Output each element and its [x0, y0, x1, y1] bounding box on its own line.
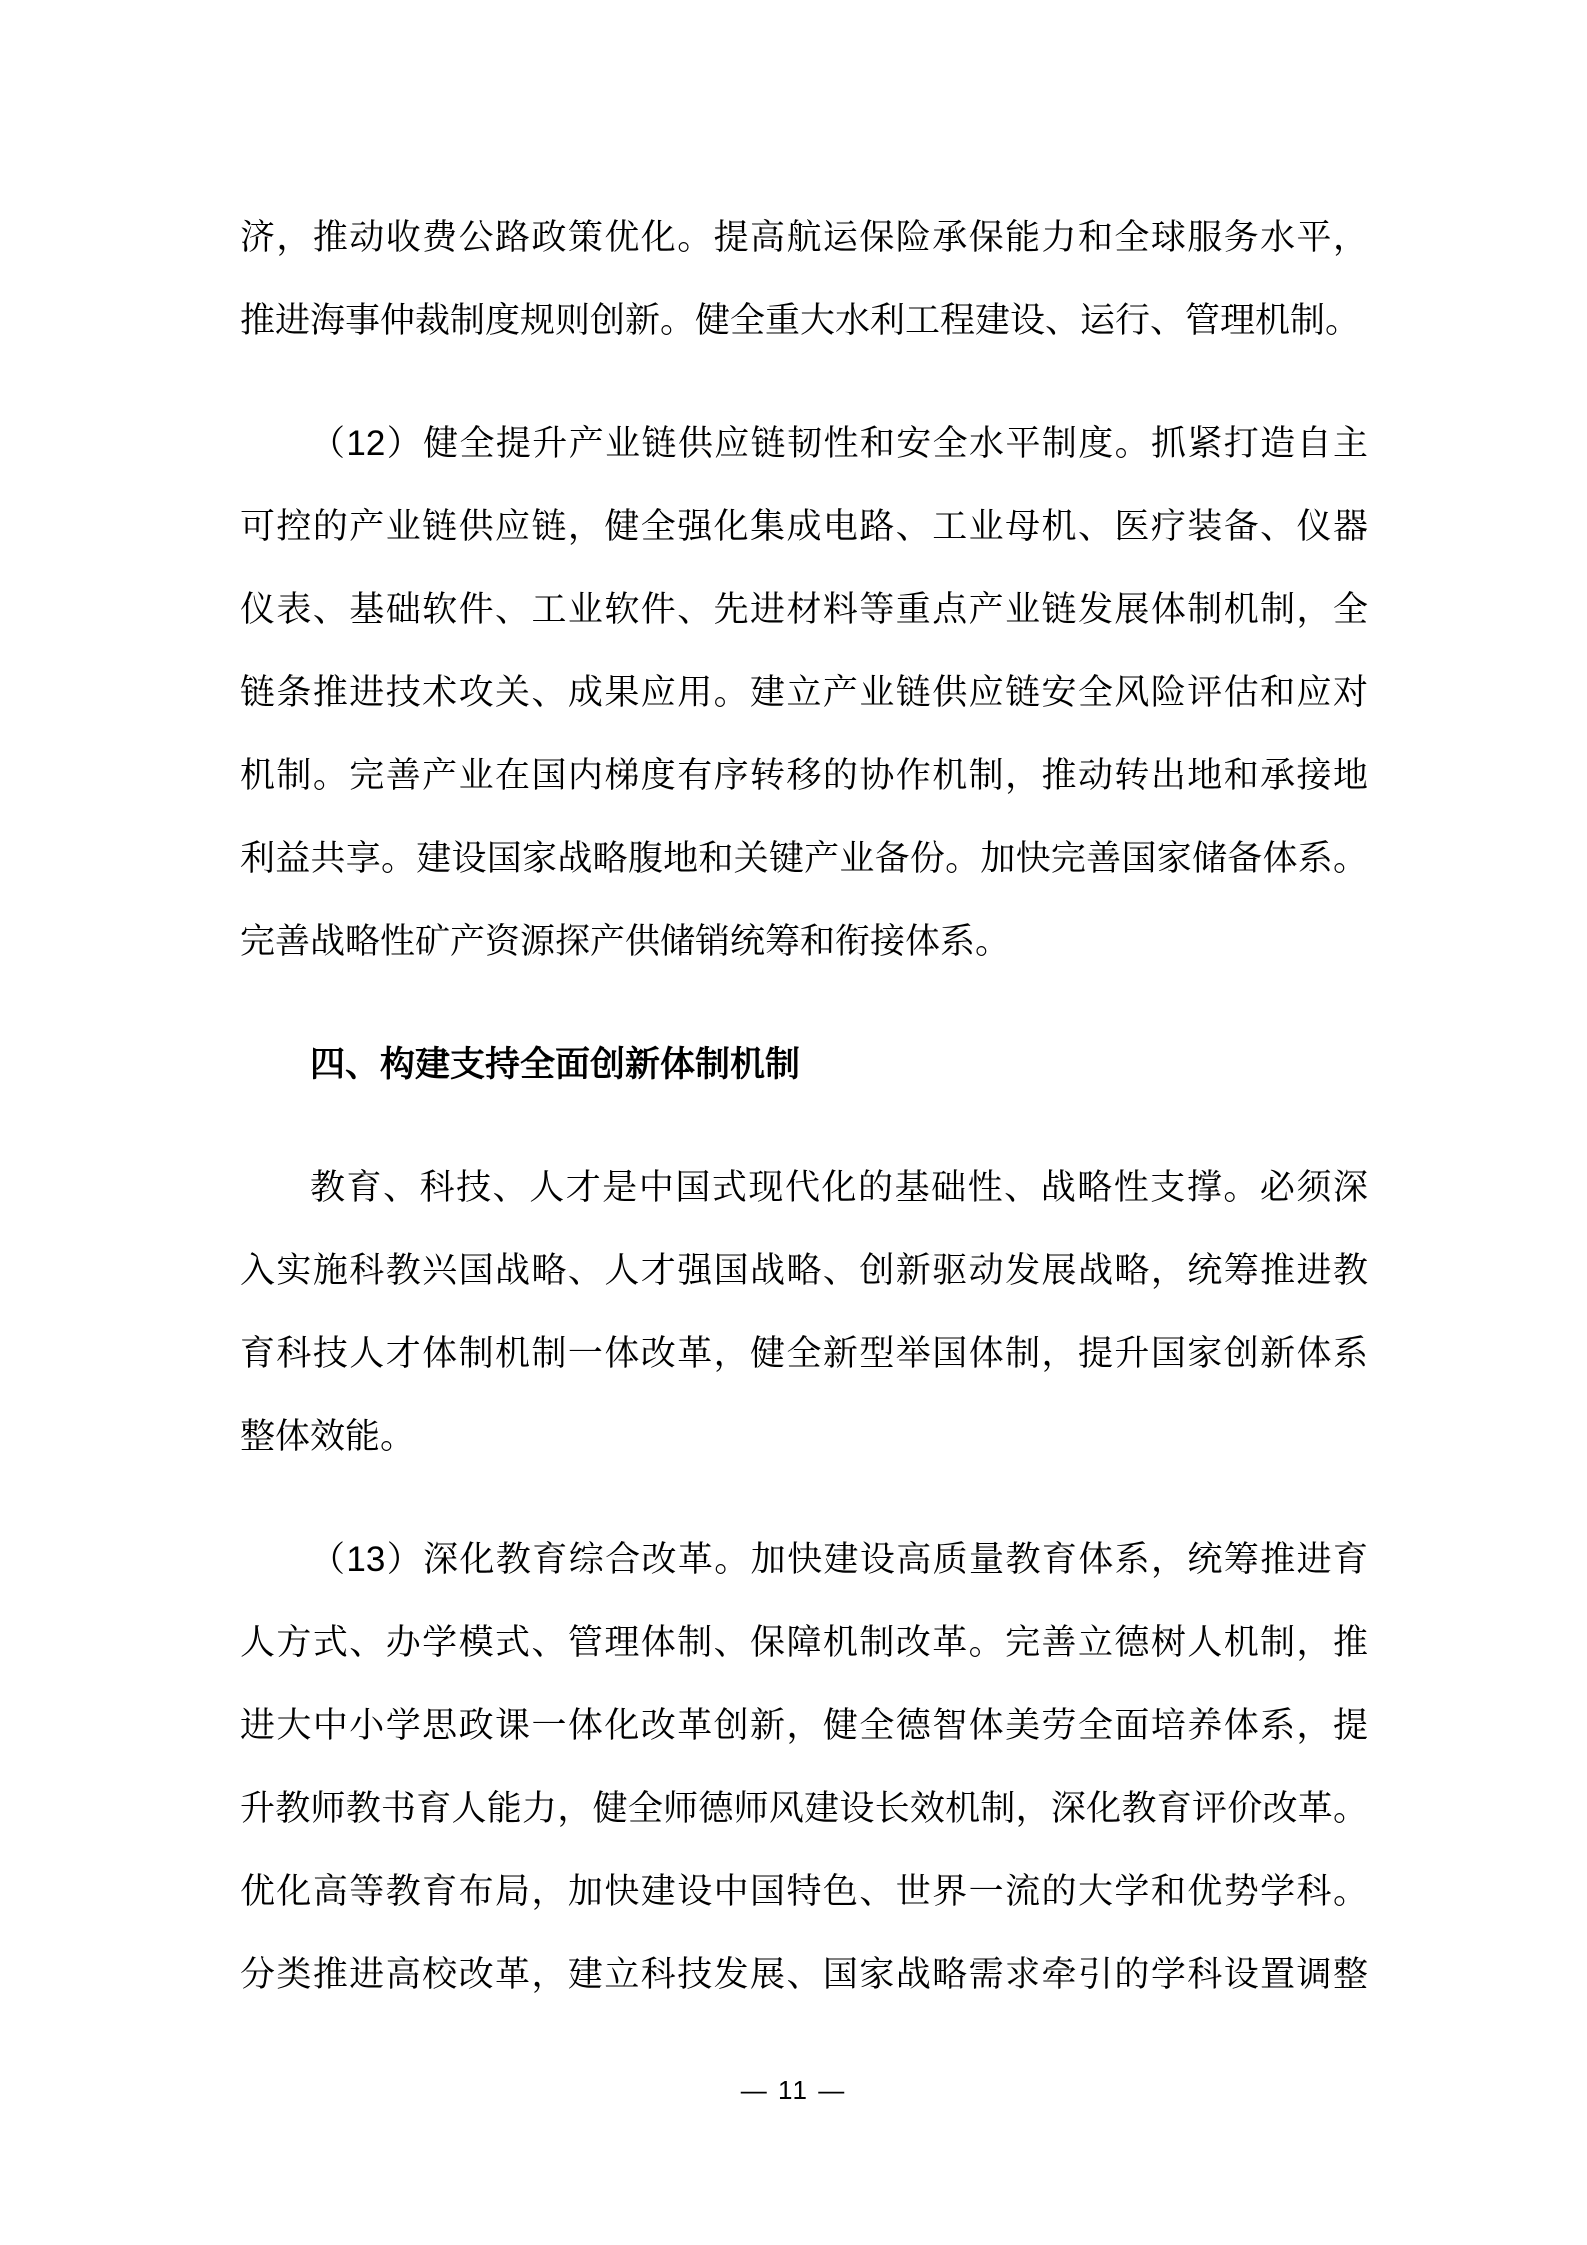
text-line: 进大中小学思政课一体化改革创新，健全德智体美劳全面培养体系，提	[240, 1706, 1368, 1745]
text-line: 完善战略性矿产资源探产供储销统筹和衔接体系。	[240, 922, 1011, 961]
paragraph	[240, 196, 1368, 362]
paragraph	[240, 1146, 1368, 1478]
text-line: （13）深化教育综合改革。加快建设高质量教育体系，统筹推进育	[310, 1540, 1368, 1579]
text-line: 育科技人才体制机制一体改革，健全新型举国体制，提升国家创新体系	[240, 1334, 1368, 1373]
paragraph	[240, 402, 1368, 983]
text-line: 升教师教书育人能力，健全师德师风建设长效机制，深化教育评价改革。	[240, 1789, 1368, 1828]
text-line: 仪表、基础软件、工业软件、先进材料等重点产业链发展体制机制，全	[240, 590, 1368, 629]
text-line: 优化高等教育布局，加快建设中国特色、世界一流的大学和优势学科。	[240, 1872, 1368, 1911]
text-line: 利益共享。建设国家战略腹地和关键产业备份。加快完善国家储备体系。	[240, 839, 1368, 878]
page-number: — 11 —	[740, 2075, 847, 2105]
section-heading	[240, 1023, 1368, 1106]
text-line: （12）健全提升产业链供应链韧性和安全水平制度。抓紧打造自主	[310, 424, 1368, 463]
section-heading-text: 四、构建支持全面创新体制机制	[310, 1045, 801, 1084]
paragraph	[240, 1518, 1368, 2016]
text-line: 分类推进高校改革，建立科技发展、国家战略需求牵引的学科设置调整	[240, 1955, 1368, 1994]
text-line: 推进海事仲裁制度规则创新。健全重大水利工程建设、运行、管理机制。	[240, 301, 1361, 340]
text-line: 机制。完善产业在国内梯度有序转移的协作机制，推动转出地和承接地	[240, 756, 1368, 795]
text-line: 教育、科技、人才是中国式现代化的基础性、战略性支撑。必须深	[310, 1168, 1368, 1207]
text-line: 人方式、办学模式、管理体制、保障机制改革。完善立德树人机制，推	[240, 1623, 1368, 1662]
page-body-text	[240, 196, 1368, 2016]
text-line: 整体效能。	[240, 1417, 416, 1456]
text-line: 可控的产业链供应链，健全强化集成电路、工业母机、医疗装备、仪器	[240, 507, 1368, 546]
text-line: 链条推进技术攻关、成果应用。建立产业链供应链安全风险评估和应对	[240, 673, 1368, 712]
text-line: 入实施科教兴国战略、人才强国战略、创新驱动发展战略，统筹推进教	[240, 1251, 1368, 1290]
text-line: 济，推动收费公路政策优化。提高航运保险承保能力和全球服务水平，	[240, 218, 1368, 257]
